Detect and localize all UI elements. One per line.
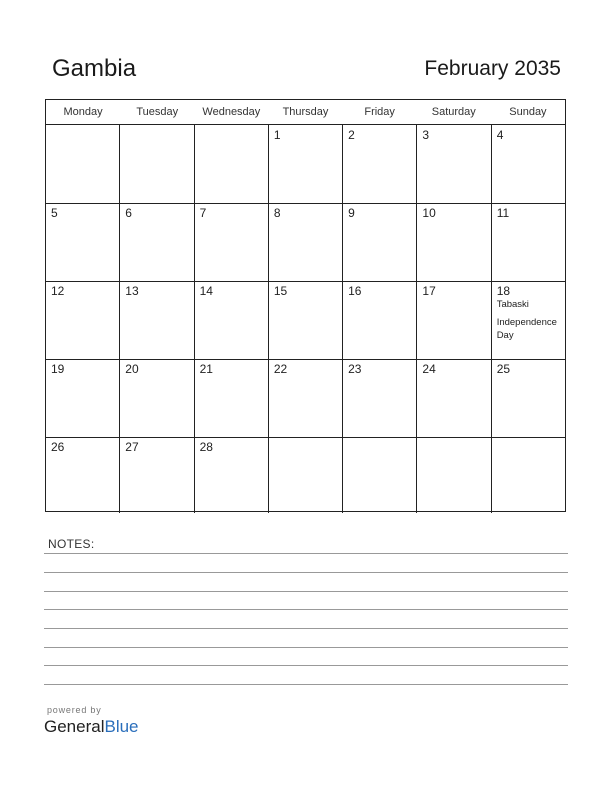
day-cell[interactable] [269,437,343,513]
week-row [46,281,565,360]
day-cell[interactable] [492,437,565,513]
weekday-header-monday: Monday [63,106,103,118]
day-number: 10 [422,206,436,220]
day-cell[interactable] [195,281,269,359]
day-number: 26 [51,440,65,454]
day-number: 3 [422,128,430,142]
day-cell[interactable] [417,437,491,513]
holiday-label: Tabaski [496,299,529,310]
weekday-header-sunday: Sunday [509,106,547,118]
day-cell[interactable] [417,281,491,359]
powered-by-text: powered by [47,705,102,715]
week-row [46,437,565,513]
day-number: 19 [51,362,65,376]
day-cell[interactable] [46,281,120,359]
notes-label: NOTES: [48,537,95,551]
day-number: 23 [348,362,362,376]
day-number: 18 [496,284,511,298]
day-cell[interactable] [120,281,194,359]
brand-blue: Blue [104,717,139,736]
day-number: 25 [496,362,511,376]
note-line [44,572,568,573]
week-row [46,125,565,204]
holiday-label: Independence Day [496,317,557,341]
day-cell[interactable] [417,359,491,437]
day-number: 15 [273,284,288,298]
week-row [46,203,565,282]
day-cell[interactable] [269,203,343,281]
note-line [44,628,568,629]
day-number: 4 [496,128,504,142]
day-cell[interactable] [195,203,269,281]
weekday-header-saturday: Saturday [431,106,476,118]
day-cell[interactable] [120,437,194,513]
day-cell[interactable] [417,125,491,203]
country-title: Gambia [52,55,137,82]
day-number: 8 [273,206,281,220]
month-title: February 2035 [424,57,561,80]
day-number: 1 [273,128,281,142]
day-cell[interactable] [492,359,565,437]
day-cell[interactable] [120,359,194,437]
day-number: 2 [348,128,355,142]
day-number: 27 [125,440,139,454]
note-line [44,553,568,554]
day-cell[interactable] [269,359,343,437]
generalblue-logo[interactable] [44,716,139,738]
day-number: 11 [496,206,510,220]
day-number: 5 [51,206,58,220]
week-row [46,359,565,438]
day-cell[interactable] [269,125,343,203]
weekday-header-row [46,100,565,125]
day-cell[interactable] [46,359,120,437]
day-cell[interactable] [195,437,269,513]
day-number: 20 [125,362,139,376]
day-cell[interactable] [492,125,565,203]
day-cell[interactable] [46,203,120,281]
calendar-grid [45,99,566,512]
day-number: 6 [125,206,132,220]
brand-general: General [44,717,105,736]
day-cell[interactable] [343,203,417,281]
day-cell[interactable] [46,125,120,203]
weekday-header-friday: Friday [364,106,395,118]
day-cell[interactable] [195,125,269,203]
day-cell[interactable] [492,281,565,359]
day-cell[interactable] [120,203,194,281]
day-number: 14 [199,284,213,298]
day-cell[interactable] [417,203,491,281]
day-cell[interactable] [343,359,417,437]
day-number: 22 [273,362,288,376]
day-cell[interactable] [343,437,417,513]
note-line [44,591,568,592]
note-line [44,665,568,666]
day-cell[interactable] [492,203,565,281]
day-number: 13 [125,284,139,298]
day-cell[interactable] [269,281,343,359]
note-line [44,647,568,648]
day-number: 16 [348,284,362,298]
day-number: 24 [422,362,436,376]
note-line [44,684,568,685]
day-cell[interactable] [195,359,269,437]
day-number: 17 [422,284,436,298]
note-line [44,609,568,610]
day-number: 21 [199,362,213,376]
weekday-header-wednesday: Wednesday [202,106,261,118]
weekday-header-tuesday: Tuesday [136,106,179,118]
day-number: 28 [199,440,213,454]
day-number: 12 [51,284,65,298]
day-cell[interactable] [343,125,417,203]
day-cell[interactable] [343,281,417,359]
day-number: 7 [199,206,207,220]
day-cell[interactable] [120,125,194,203]
day-cell[interactable] [46,437,120,513]
weekday-header-thursday: Thursday [282,106,329,118]
day-number: 9 [348,206,355,220]
